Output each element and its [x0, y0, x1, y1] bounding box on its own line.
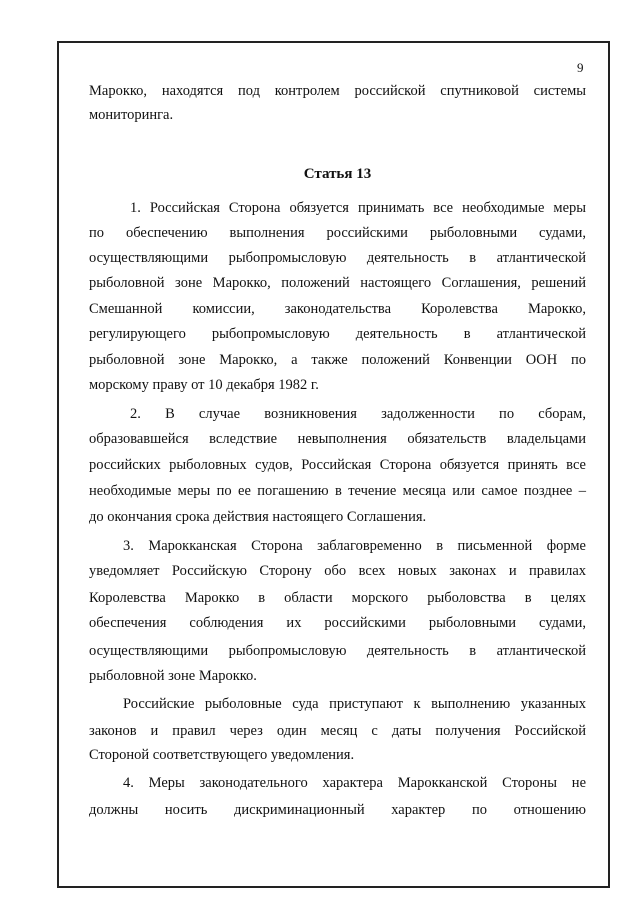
text-line: 4. Меры законодательного характера Марокканской Стороны не	[123, 775, 586, 791]
text-line: осуществляющими рыбопромысловую деятельность в атлантической	[89, 643, 586, 659]
text-line: мониторинга.	[89, 107, 174, 123]
article-heading: Статья 13	[303, 166, 372, 182]
text-line: уведомляет Российскую Сторону обо всех новых законах и правилах	[89, 563, 586, 579]
page-number: 9	[577, 60, 584, 75]
text-line: необходимые меры по ее погашению в течение месяца или самое позднее –	[89, 483, 586, 499]
text-line: рыболовной зоне Марокко, положений настоящего Соглашения, решений	[89, 275, 586, 291]
text-line: 1. Российская Сторона обязуется принимать все необходимые меры	[130, 200, 586, 216]
text-line: законов и правил через один месяц с даты получения Российской	[89, 723, 586, 739]
text-line: по обеспечению выполнения российскими рыболовными судами,	[89, 225, 586, 241]
text-line: осуществляющими рыбопромысловую деятельность в атлантической	[89, 250, 586, 266]
text-line: регулирующего рыбопромысловую деятельность в атлантической	[89, 326, 586, 342]
text-line: образовавшейся вследствие невыполнения обязательств владельцами	[89, 431, 586, 447]
text-line: российских рыболовных судов, Российская Сторона обязуется принять все	[89, 457, 586, 473]
text-line: морскому праву от 10 декабря 1982 г.	[89, 377, 319, 393]
text-line: должны носить дискриминационный характер по отношению	[89, 802, 586, 818]
text-line: 3. Марокканская Сторона заблаговременно в письменной форме	[123, 538, 586, 554]
text-line: Российские рыболовные суда приступают к выполнению указанных	[123, 696, 586, 712]
text-line: рыболовной зоне Марокко, а также положений Конвенции ООН по	[89, 352, 586, 368]
text-line: рыболовной зоне Марокко.	[89, 668, 257, 684]
text-line: Королевства Марокко в области морского рыболовства в целях	[89, 590, 586, 606]
text-line: Смешанной комиссии, законодательства Королевства Марокко,	[89, 301, 586, 317]
text-line: Марокко, находятся под контролем российской спутниковой системы	[89, 83, 586, 99]
text-line: до окончания срока действия настоящего Соглашения.	[89, 509, 427, 525]
text-line: 2. В случае возникновения задолженности по сборам,	[130, 406, 586, 422]
text-line: Стороной соответствующего уведомления.	[89, 747, 355, 763]
text-line: обеспечения соблюдения их российскими рыболовными судами,	[89, 615, 586, 631]
